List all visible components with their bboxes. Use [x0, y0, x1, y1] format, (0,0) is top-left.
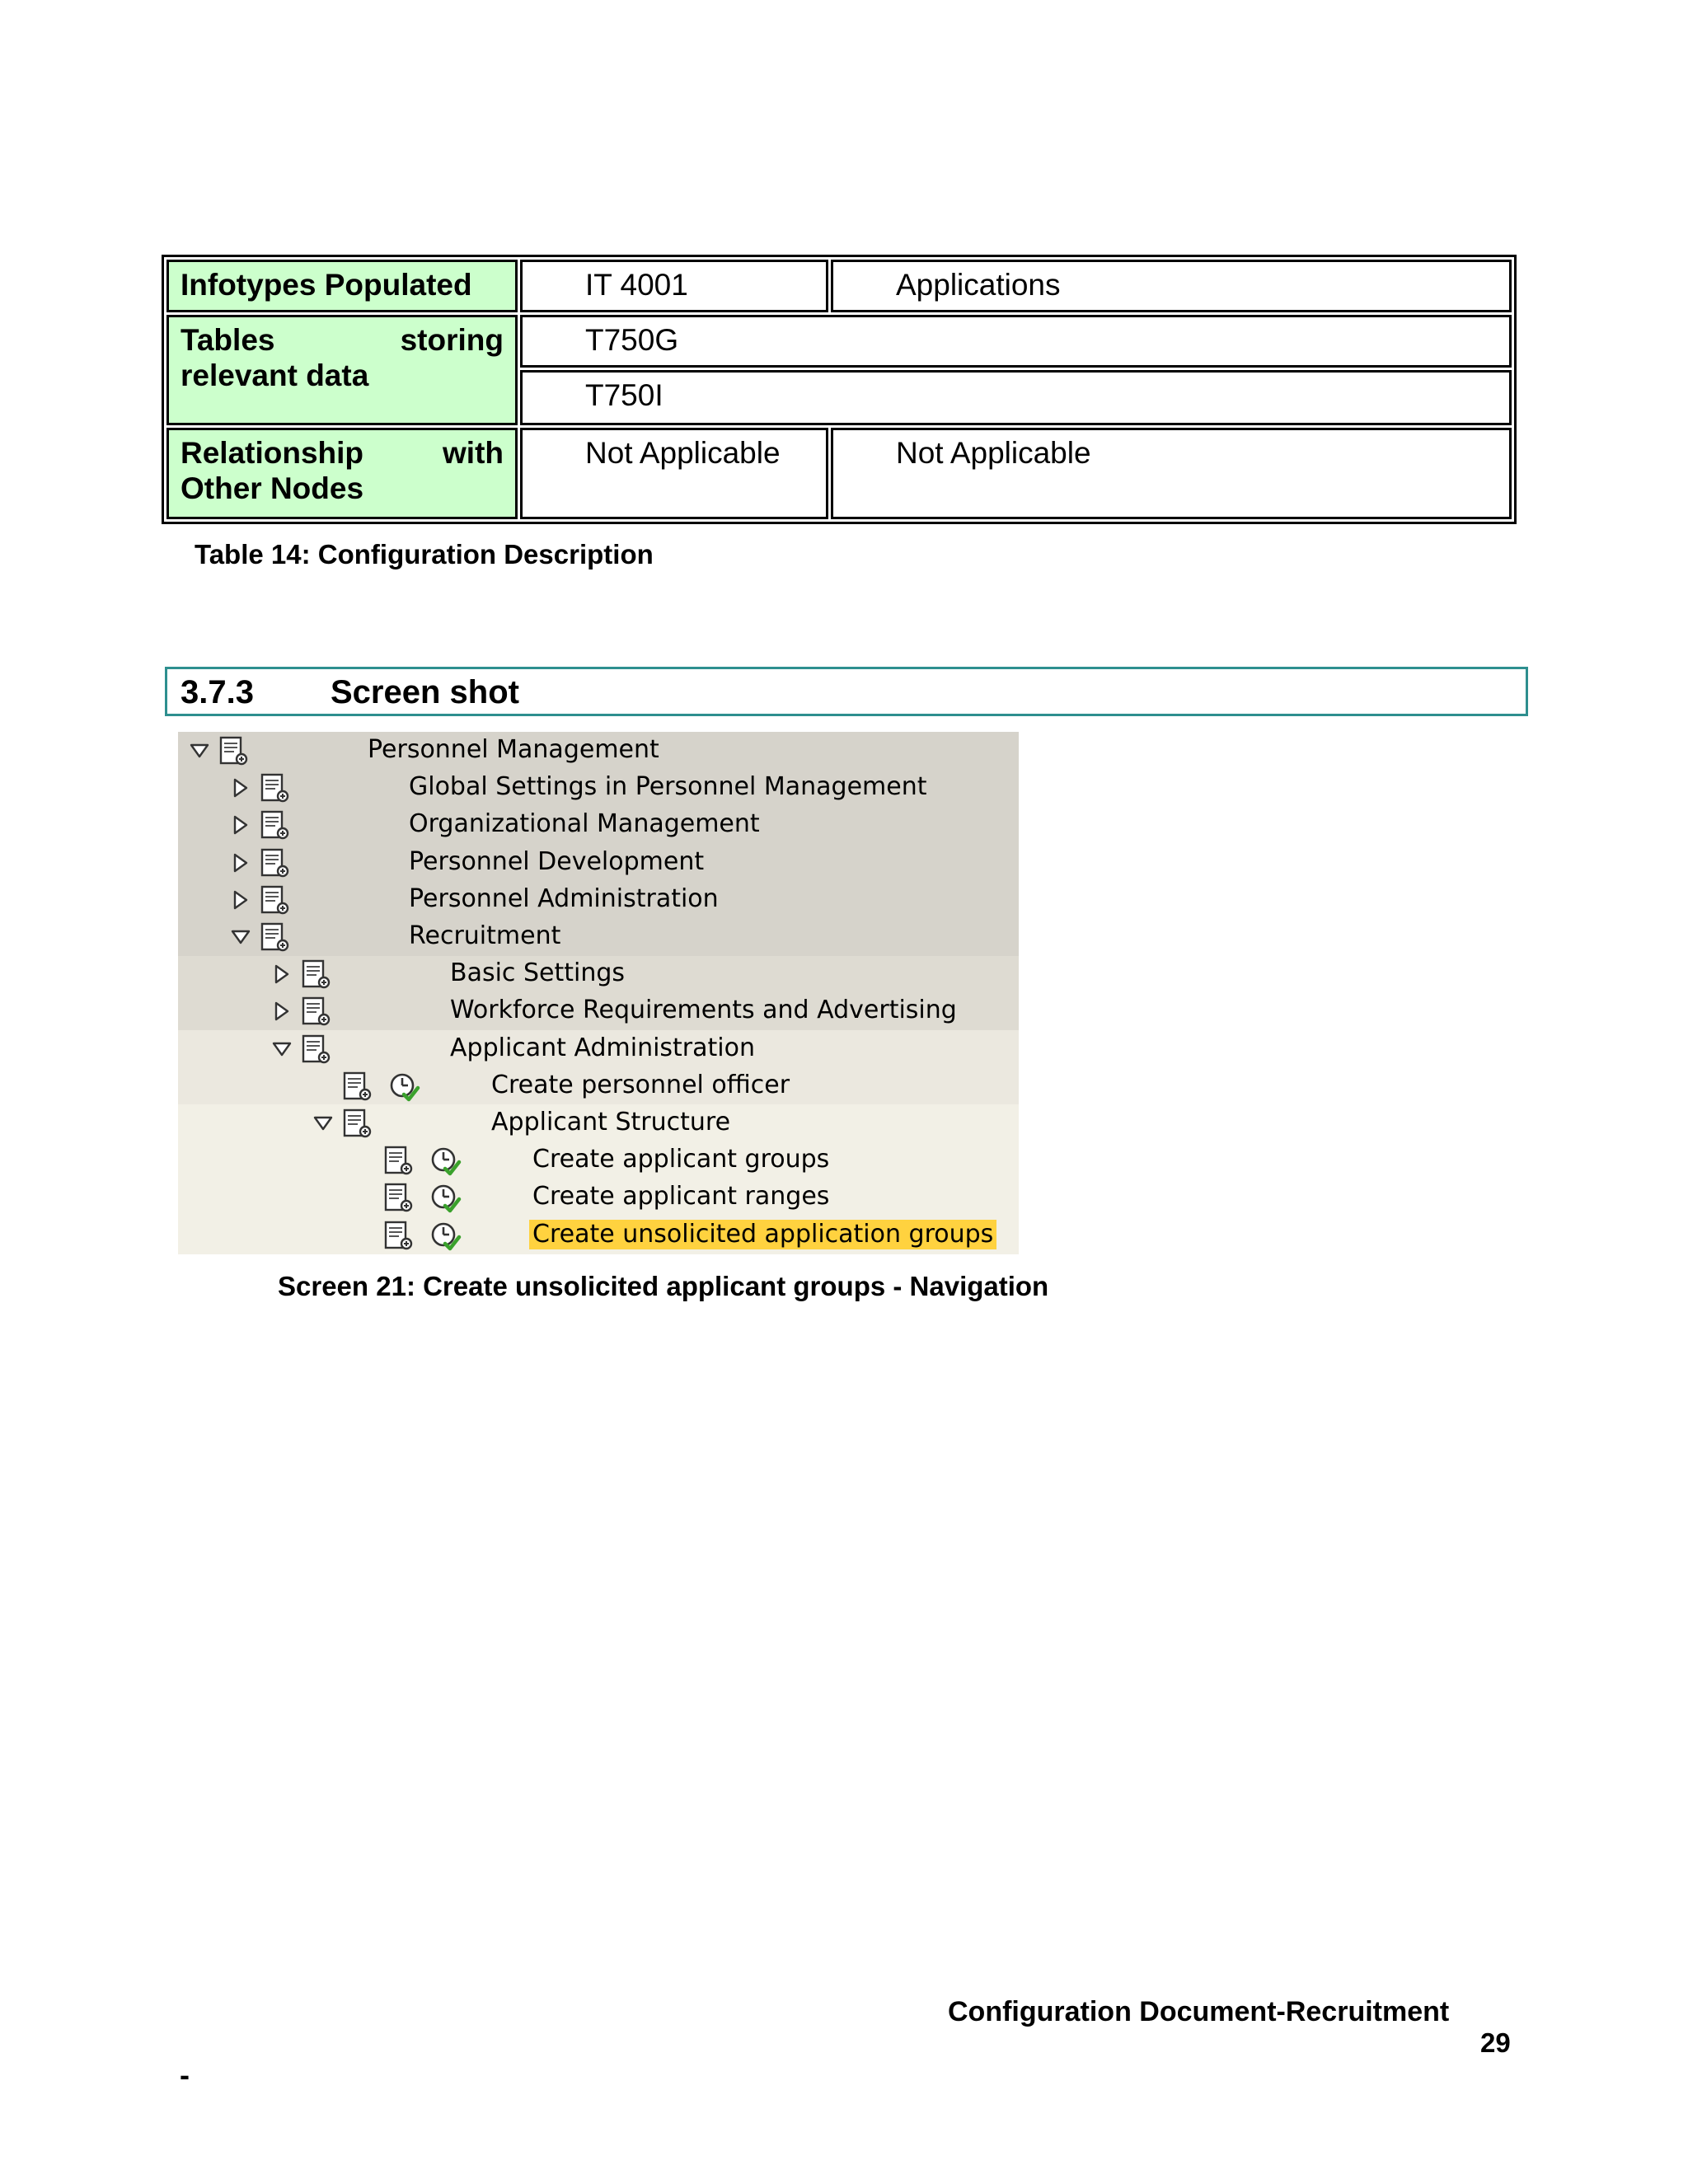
expand-arrow-right-icon[interactable]: [231, 853, 251, 873]
tree-node-label[interactable]: Workforce Requirements and Advertising: [450, 996, 957, 1025]
section-title: Screen shot: [331, 674, 519, 710]
document-icon[interactable]: [259, 847, 292, 880]
table-header-cell: [166, 428, 518, 519]
relationship-header-line1: [181, 435, 504, 471]
expand-arrow-down-icon[interactable]: [231, 927, 251, 947]
tree-node[interactable]: [178, 1216, 1019, 1254]
document-icon[interactable]: [382, 1182, 415, 1215]
table-cell: [520, 315, 1512, 368]
document-icon[interactable]: [300, 996, 333, 1029]
tree-node[interactable]: [178, 1104, 1019, 1141]
tree-node[interactable]: [178, 806, 1019, 843]
execute-clock-icon[interactable]: [429, 1182, 462, 1215]
tree-node[interactable]: [178, 844, 1019, 881]
tree-node-label[interactable]: Applicant Administration: [450, 1033, 755, 1062]
tree-node[interactable]: [178, 1179, 1019, 1216]
execute-clock-icon[interactable]: [429, 1145, 462, 1178]
relationship-value: Not Applicable: [585, 436, 781, 470]
header-word: Relationship: [181, 436, 364, 470]
section-number: 3.7.3: [181, 674, 254, 710]
tree-node[interactable]: [178, 1141, 1019, 1179]
table-name: T750G: [585, 323, 679, 357]
tree-node[interactable]: [178, 918, 1019, 955]
img-navigation-tree: [178, 732, 1019, 1254]
expand-arrow-right-icon[interactable]: [272, 964, 292, 984]
tree-node[interactable]: [178, 1030, 1019, 1067]
document-icon[interactable]: [259, 772, 292, 805]
expand-arrow-right-icon[interactable]: [231, 890, 251, 910]
execute-clock-icon[interactable]: [429, 1220, 462, 1253]
tree-node[interactable]: [178, 732, 1019, 769]
expand-arrow-down-icon[interactable]: [190, 741, 209, 761]
tree-node-label[interactable]: Personnel Management: [368, 735, 659, 764]
header-word: with: [443, 436, 504, 470]
expand-arrow-right-icon[interactable]: [231, 815, 251, 835]
document-icon[interactable]: [341, 1071, 374, 1104]
tree-node-label[interactable]: Personnel Administration: [409, 883, 719, 913]
table-cell: [520, 260, 828, 312]
tree-node-label-selected[interactable]: Create unsolicited application groups: [529, 1220, 996, 1249]
screen-caption: Screen 21: Create unsolicited applicant groups - Navigation: [278, 1271, 1049, 1301]
infotypes-header: Infotypes Populated: [181, 268, 472, 302]
tables-header-line2: relevant data: [181, 359, 369, 392]
document-icon[interactable]: [382, 1220, 415, 1253]
infotype-value: IT 4001: [585, 268, 688, 302]
table-name: T750I: [585, 378, 663, 412]
tree-node-label[interactable]: Basic Settings: [450, 958, 626, 988]
infotype-description: Applications: [896, 268, 1061, 302]
table-cell: [520, 428, 828, 519]
footer-title: Configuration Document-Recruitment: [948, 1996, 1450, 2027]
configuration-table: [162, 255, 1517, 524]
section-heading: [165, 667, 1528, 716]
tree-node-label[interactable]: Personnel Development: [409, 846, 705, 876]
document-icon[interactable]: [259, 809, 292, 842]
tree-node-label[interactable]: Create personnel officer: [491, 1070, 790, 1099]
tree-node-label[interactable]: Organizational Management: [409, 809, 760, 839]
header-word: storing: [400, 323, 504, 357]
relationship-header-line2: Other Nodes: [181, 471, 364, 505]
document-icon[interactable]: [259, 921, 292, 954]
tree-node-label[interactable]: Recruitment: [409, 921, 561, 950]
tree-node[interactable]: [178, 1067, 1019, 1104]
table-cell: [831, 428, 1512, 519]
document-icon[interactable]: [300, 958, 333, 991]
execute-clock-icon[interactable]: [387, 1071, 420, 1104]
expand-arrow-down-icon[interactable]: [272, 1039, 292, 1059]
tree-node-label[interactable]: Create applicant ranges: [532, 1182, 830, 1212]
tree-node-label[interactable]: Applicant Structure: [491, 1108, 731, 1137]
tree-node[interactable]: [178, 955, 1019, 992]
expand-arrow-down-icon[interactable]: [313, 1113, 333, 1133]
tables-header-line1: [181, 322, 504, 358]
document-icon[interactable]: [259, 884, 292, 917]
tree-node[interactable]: [178, 769, 1019, 806]
tree-node-label[interactable]: Global Settings in Personnel Management: [409, 772, 927, 802]
header-word: Tables: [181, 323, 275, 357]
document-icon[interactable]: [382, 1145, 415, 1178]
document-icon[interactable]: [341, 1108, 374, 1141]
tree-node[interactable]: [178, 881, 1019, 918]
table-cell: [831, 260, 1512, 312]
footer-dash: -: [180, 2058, 190, 2092]
expand-arrow-right-icon[interactable]: [272, 1001, 292, 1021]
table-header-cell: [166, 315, 518, 425]
expand-arrow-right-icon[interactable]: [231, 778, 251, 798]
table-header-cell: [166, 260, 518, 312]
table-cell: [520, 370, 1512, 425]
tree-node-label[interactable]: Create applicant groups: [532, 1145, 830, 1174]
table-caption: Table 14: Configuration Description: [195, 539, 654, 569]
document-icon[interactable]: [218, 735, 251, 768]
relationship-value: Not Applicable: [896, 436, 1091, 470]
page-number: 29: [1480, 2027, 1511, 2058]
document-icon[interactable]: [300, 1033, 333, 1066]
tree-node[interactable]: [178, 992, 1019, 1029]
